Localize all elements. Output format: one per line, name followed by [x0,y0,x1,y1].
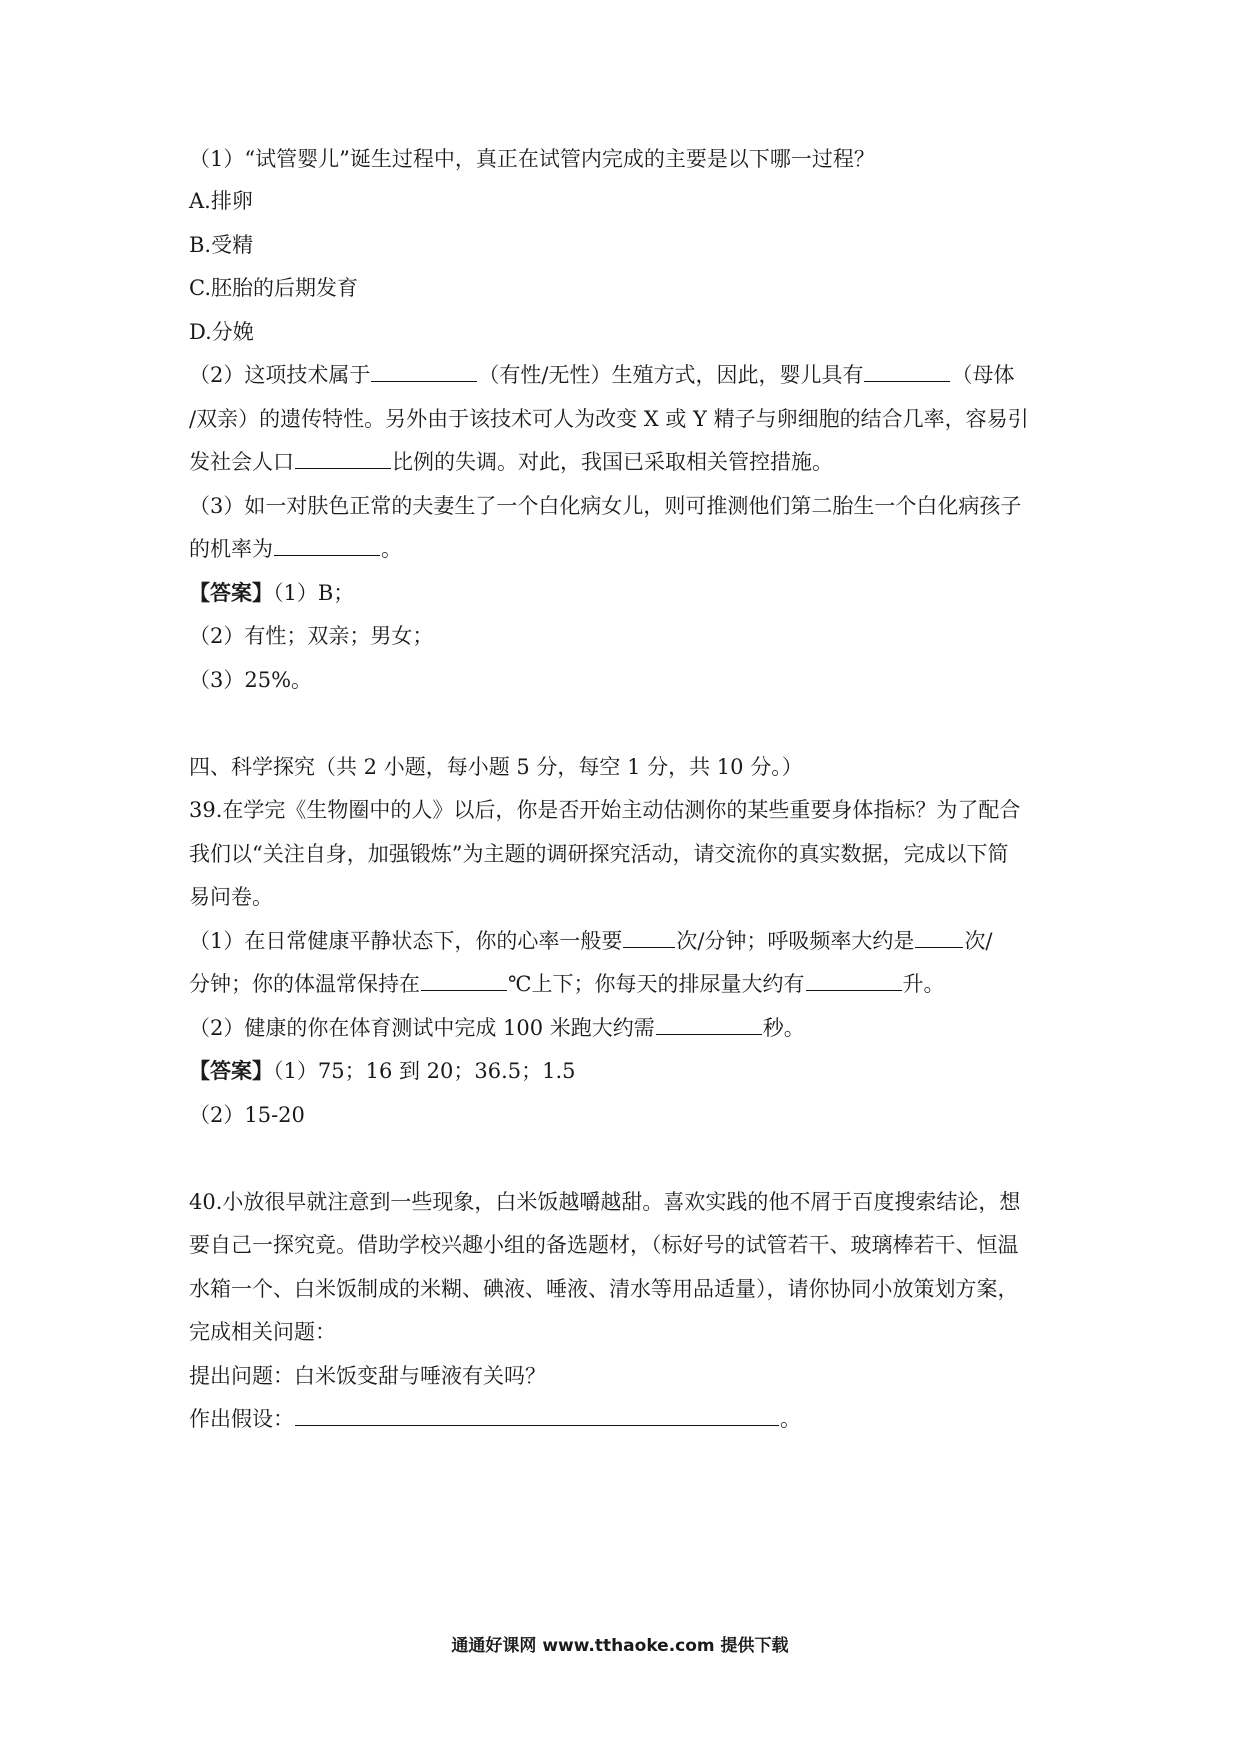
answer-38-line3: （3）25%。 [189,668,313,692]
answer-tag: 【答案】 [189,1058,273,1083]
fill-blank [295,450,391,469]
question-39-part1-line2: 分钟；你的体温常保持在 ℃上下；你每天的排尿量大约有 升。 [189,972,945,996]
question-38-part3-line2: 的机率为 。 [189,537,402,561]
question-38-part2-line3: 发社会人口 比例的失调。对此，我国已采取相关管控措施。 [189,450,833,474]
fill-blank [623,929,675,948]
fill-blank [864,363,950,382]
fill-blank [421,972,507,991]
fill-blank [806,972,902,991]
question-40-hypothesis: 作出假设： 。 [189,1407,801,1431]
question-40-line4: 完成相关问题： [189,1320,336,1344]
answer-tag: 【答案】 [189,580,273,605]
answer-38-line2: （2）有性；双亲；男女； [189,624,434,648]
page-footer: 通通好课网 www.tthaoke.com 提供下载 [451,1636,789,1656]
question-40-line1: 40.小放很早就注意到一些现象，白米饭越嚼越甜。喜欢实践的他不屑于百度搜索结论，想 [189,1190,1021,1214]
question-38-part3-line1: （3）如一对肤色正常的夫妻生了一个白化病女儿，则可推测他们第二胎生一个白化病孩子 [189,494,1022,518]
question-39-line2: 我们以“关注自身，加强锻炼”为主题的调研探究活动，请交流你的真实数据，完成以下简 [189,842,1009,866]
question-40-line3: 水箱一个、白米饭制成的米糊、碘液、唾液、清水等用品适量），请你协同小放策划方案， [189,1277,1019,1301]
option-b: B.受精 [189,233,254,257]
answer-39-line1: 【答案】（1）75；16 到 20；36.5；1.5 [189,1058,576,1083]
answer-39-line2: （2）15-20 [189,1103,305,1127]
question-39-line3: 易问卷。 [189,885,273,909]
fill-blank [656,1016,762,1035]
fill-blank [295,1407,779,1426]
fill-blank [371,363,477,382]
question-39-part1-line1: （1）在日常健康平静状态下，你的心率一般要 次/分钟；呼吸频率大约是 次/ [189,929,993,953]
question-38-part2-line1: （2）这项技术属于 （有性/无性）生殖方式，因此，婴儿具有 （母体 [189,363,1015,387]
question-38-part2-line2: /双亲）的遗传特性。另外由于该技术可人为改变 X 或 Y 精子与卵细胞的结合几率，容易引 [189,407,1029,431]
fill-blank [915,929,963,948]
section-4-heading: 四、科学探究（共 2 小题，每小题 5 分，每空 1 分，共 10 分。） [189,755,803,779]
option-a: A.排卵 [189,189,253,213]
option-c: C.胚胎的后期发育 [189,276,358,300]
question-39-part2: （2）健康的你在体育测试中完成 100 米跑大约需 秒。 [189,1016,805,1040]
fill-blank [274,537,380,556]
option-d: D.分娩 [189,320,254,344]
question-40-line5: 提出问题：白米饭变甜与唾液有关吗？ [189,1364,546,1388]
question-39-line1: 39.在学完《生物圈中的人》以后，你是否开始主动估测你的某些重要身体指标？为了配合 [189,798,1021,822]
answer-38-line1: 【答案】（1）B； [189,580,355,605]
question-38-part1: （1）“试管婴儿”诞生过程中，真正在试管内完成的主要是以下哪一过程？ [189,147,875,171]
question-40-line2: 要自己一探究竟。借助学校兴趣小组的备选题材，（标好号的试管若干、玻璃棒若干、恒温 [189,1233,1019,1257]
